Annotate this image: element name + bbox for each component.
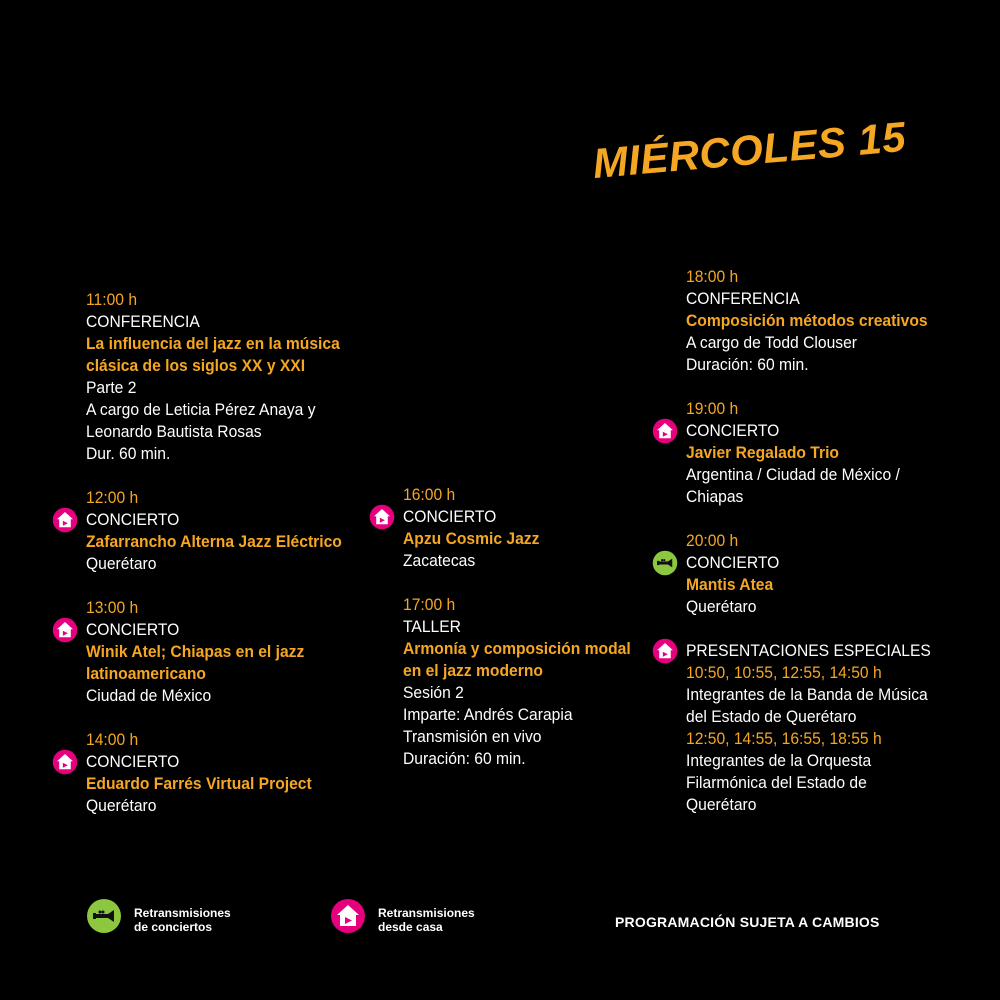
event-detail: Argentina / Ciudad de México /	[686, 465, 900, 484]
event-time: 17:00 h	[403, 595, 456, 614]
legend-trumpet-line-2: de conciertos	[134, 920, 213, 934]
event-time: 19:00 h	[686, 399, 739, 418]
legend-home	[330, 898, 530, 942]
trumpet-stream-icon	[86, 898, 122, 939]
home-stream-icon	[52, 749, 78, 775]
event-title: clásica de los siglos XX y XXI	[86, 356, 306, 375]
event-type: PRESENTACIONES ESPECIALES	[686, 641, 931, 660]
event-title: Armonía y composición modal	[403, 639, 631, 658]
event-title: en el jazz moderno	[403, 661, 543, 680]
event-detail: Sesión 2	[403, 683, 464, 702]
home-stream-icon	[652, 418, 678, 444]
event-type: CONCIERTO	[86, 620, 180, 639]
event-title: Winik Atel; Chiapas en el jazz	[86, 642, 305, 661]
legend-home-line-1: Retransmisiones	[378, 906, 475, 920]
home-stream-icon	[52, 617, 78, 643]
event-type: CONCIERTO	[403, 507, 497, 526]
event-title: Apzu Cosmic Jazz	[403, 529, 540, 548]
schedule-event	[86, 729, 406, 817]
schedule-event	[86, 487, 406, 575]
event-title: Javier Regalado Trio	[686, 443, 839, 462]
schedule-event	[403, 594, 723, 770]
event-detail: A cargo de Leticia Pérez Anaya y	[86, 400, 316, 419]
schedule-event	[686, 530, 1000, 618]
home-stream-icon	[52, 507, 78, 533]
disclaimer: PROGRAMACIÓN SUJETA A CAMBIOS	[615, 914, 880, 930]
event-detail: Ciudad de México	[86, 686, 212, 705]
event-detail: del Estado de Querétaro	[686, 707, 857, 726]
event-type: CONFERENCIA	[686, 289, 800, 308]
event-type: CONCIERTO	[686, 553, 780, 572]
event-detail: Leonardo Bautista Rosas	[86, 422, 262, 441]
event-detail: Integrantes de la Orquesta	[686, 751, 872, 770]
event-detail: Filarmónica del Estado de	[686, 773, 867, 792]
special-presentations	[686, 640, 1000, 816]
event-detail: A cargo de Todd Clouser	[686, 333, 858, 352]
day-title: MIÉRCOLES 15	[590, 112, 908, 188]
event-title: Zafarrancho Alterna Jazz Eléctrico	[86, 532, 342, 551]
event-detail: Integrantes de la Banda de Música	[686, 685, 928, 704]
schedule-event	[86, 289, 406, 465]
event-type: TALLER	[403, 617, 461, 636]
event-title: Composición métodos creativos	[686, 311, 928, 330]
event-time: 13:00 h	[86, 598, 139, 617]
event-title: Eduardo Farrés Virtual Project	[86, 774, 312, 793]
event-times: 10:50, 10:55, 12:55, 14:50 h	[686, 663, 882, 682]
event-time: 20:00 h	[686, 531, 739, 550]
home-stream-icon	[330, 898, 366, 939]
home-stream-icon	[369, 504, 395, 530]
event-detail: Querétaro	[686, 795, 757, 814]
event-time: 18:00 h	[686, 267, 739, 286]
legend-trumpet-line-1: Retransmisiones	[134, 906, 231, 920]
schedule-event	[86, 597, 406, 707]
event-detail: Querétaro	[86, 554, 157, 573]
event-type: CONCIERTO	[86, 510, 180, 529]
event-time: 14:00 h	[86, 730, 139, 749]
event-type: CONCIERTO	[86, 752, 180, 771]
event-title: latinoamericano	[86, 664, 206, 683]
event-detail: Chiapas	[686, 487, 744, 506]
schedule-column-2	[403, 484, 723, 770]
home-stream-icon	[652, 638, 678, 664]
event-detail: Duración: 60 min.	[686, 355, 809, 374]
trumpet-stream-icon	[652, 550, 678, 576]
schedule-column-3	[686, 266, 1000, 816]
event-times: 12:50, 14:55, 16:55, 18:55 h	[686, 729, 882, 748]
schedule-event	[686, 398, 1000, 508]
legend-trumpet	[86, 898, 286, 942]
schedule-event	[686, 266, 1000, 376]
legend-home-line-2: desde casa	[378, 920, 443, 934]
event-time: 11:00 h	[86, 290, 138, 309]
event-detail: Querétaro	[686, 597, 757, 616]
event-detail: Duración: 60 min.	[403, 749, 526, 768]
event-detail: Zacatecas	[403, 551, 476, 570]
event-detail: Parte 2	[86, 378, 137, 397]
event-title: La influencia del jazz en la música	[86, 334, 340, 353]
event-time: 16:00 h	[403, 485, 456, 504]
schedule-column-1	[86, 289, 406, 817]
event-time: 12:00 h	[86, 488, 139, 507]
event-detail: Dur. 60 min.	[86, 444, 171, 463]
event-type: CONCIERTO	[686, 421, 780, 440]
event-type: CONFERENCIA	[86, 312, 200, 331]
event-detail: Transmisión en vivo	[403, 727, 542, 746]
event-detail: Imparte: Andrés Carapia	[403, 705, 573, 724]
event-title: Mantis Atea	[686, 575, 774, 594]
event-detail: Querétaro	[86, 796, 157, 815]
